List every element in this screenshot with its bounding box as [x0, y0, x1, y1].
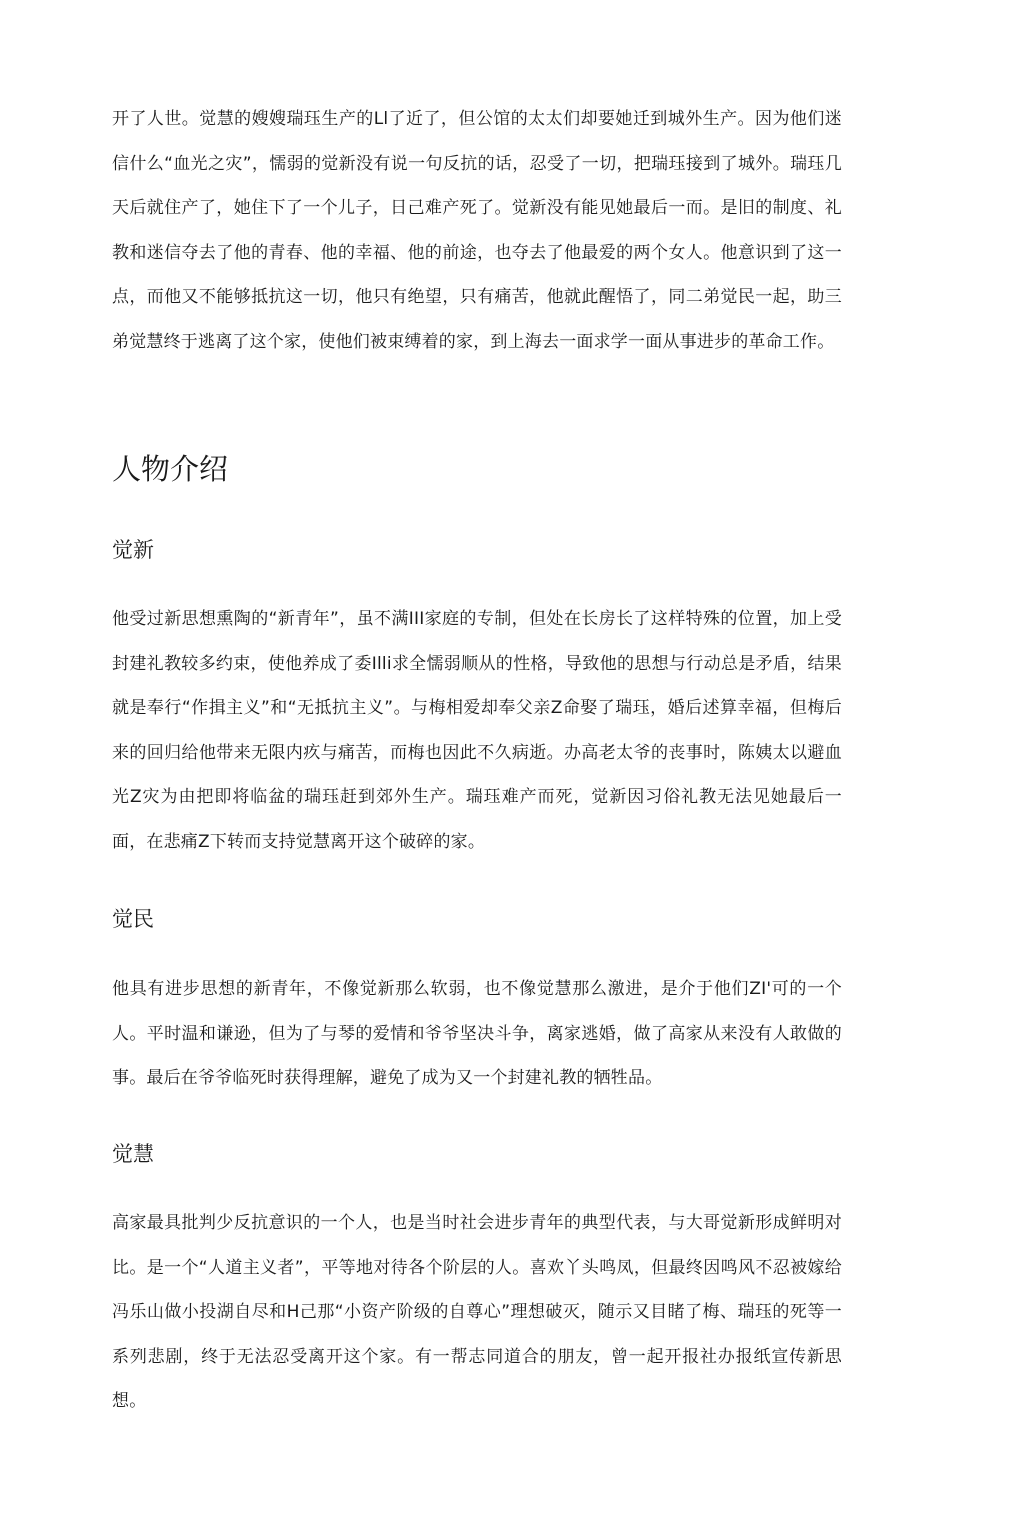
section-heading-characters: 人物介绍 — [112, 452, 229, 486]
character-paragraph-juemin: 他具有进步思想的新青年，不像觉新那么软弱，也不像觉慧那么激进，是介于他们ZI'可的一个人。平时温和谦逊，但为了与琴的爱情和爷爷坚决斗争，离家逃婚，做了高家从来没有人敢做的事。最后在爷爷临死时获得理解，避免了成为又一个封建礼教的牺牲品。 — [112, 979, 842, 1088]
character-heading-juehui: 觉慧 — [112, 1142, 154, 1166]
character-heading-juemin: 觉民 — [112, 907, 154, 931]
character-paragraph-juehui: 高家最具批判少反抗意识的一个人，也是当时社会进步青年的典型代表，与大哥觉新形成鲜明对比。是一个“人道主义者”，平等地对待各个阶层的人。喜欢丫头鸣凤，但最终因鸣风不忍被嫁给冯乐山做小投湖自尽和H己那“小资产阶级的自尊心”理想破灭，随示又目睹了梅、瑞珏的死等一系列悲剧，终于无法忍受离开这个家。有一帮志同道合的朋友，曾一起开报社办报纸宣传新思想。 — [112, 1213, 842, 1411]
intro-paragraph: 开了人世。觉慧的嫂嫂瑞珏生产的Ll了近了，但公馆的太太们却要她迁到城外生产。因为他们迷信什么“血光之灾”，懦弱的觉新没有说一句反抗的话，忍受了一切，把瑞珏接到了城外。瑞珏几天后就住产了，她住下了一个儿子，日己难产死了。觉新没有能见她最后一而。是旧的制度、礼教和迷信夺去了他的青春、他的幸福、他的前途，也夺去了他最爱的两个女人。他意识到了这一点，而他又不能够抵抗这一切，他只有绝望，只有痛苦，他就此醒悟了，同二弟觉民一起，助三弟觉慧终于逃离了这个家，使他们被束缚着的家，到上海去一面求学一面从事进步的革命工作。 — [112, 109, 842, 352]
character-heading-juexin: 觉新 — [112, 538, 154, 562]
character-paragraph-juexin: 他受过新思想熏陶的“新青年”，虽不满III家庭的专制，但处在长房长了这样特殊的位置，加上受封建礼教较多约束，使他养成了委Illi求全懦弱顺从的性格，导致他的思想与行动总是矛盾，结果就是奉行“作揖主义”和“无抵抗主义”。与梅相爱却奉父亲Z命娶了瑞珏，婚后述算幸福，但梅后来的回归给他带来无限内疚与痛苦，而梅也因此不久病逝。办高老太爷的丧事时，陈姨太以避血光Z灾为由把即将临盆的瑞珏赶到郊外生产。瑞珏难产而死，觉新因习俗礼教无法见她最后一面，在悲痛Z下转而支持觉慧离开这个破碎的家。 — [112, 609, 842, 852]
